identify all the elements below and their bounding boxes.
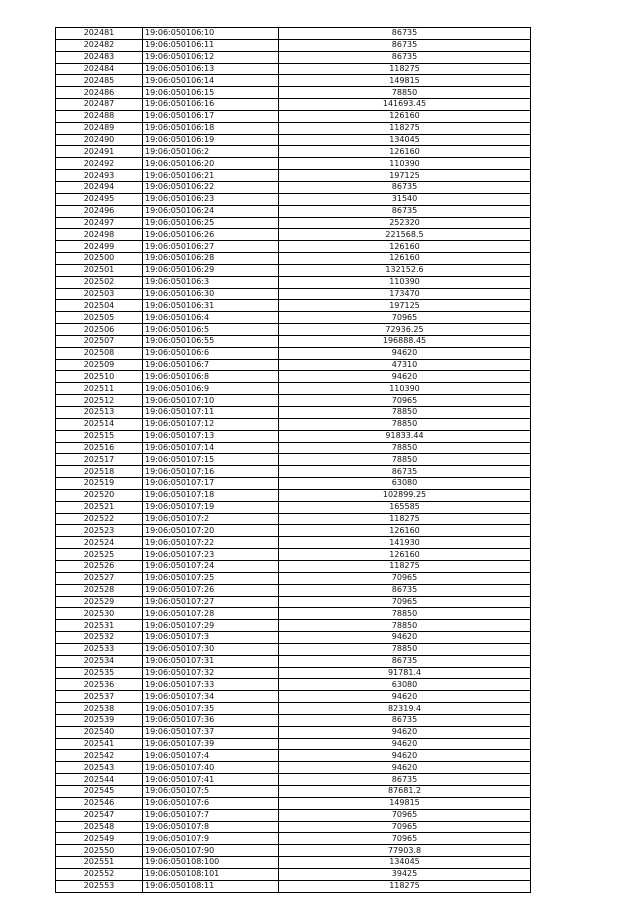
table-row — [56, 28, 531, 40]
amount-cell: 78850 — [279, 407, 531, 419]
amount-cell: 86735 — [279, 655, 531, 667]
record-id-cell: 202524 — [56, 537, 143, 549]
record-id-cell: 202497 — [56, 217, 143, 229]
parcel-code-cell: 19:06:050107:25 — [143, 572, 279, 584]
amount-cell: 78850 — [279, 620, 531, 632]
amount-cell: 86735 — [279, 39, 531, 51]
record-id-cell: 202514 — [56, 418, 143, 430]
record-id-cell: 202526 — [56, 560, 143, 572]
amount-cell: 252320 — [279, 217, 531, 229]
table-row — [56, 738, 531, 750]
record-id-cell: 202551 — [56, 857, 143, 869]
parcel-code-cell: 19:06:050106:10 — [143, 28, 279, 40]
parcel-code-cell: 19:06:050108:100 — [143, 857, 279, 869]
parcel-code-cell: 19:06:050107:24 — [143, 560, 279, 572]
parcel-code-cell: 19:06:050107:37 — [143, 726, 279, 738]
table-row — [56, 170, 531, 182]
table-row — [56, 288, 531, 300]
amount-cell: 72936.25 — [279, 324, 531, 336]
record-id-cell: 202523 — [56, 525, 143, 537]
amount-cell: 31540 — [279, 193, 531, 205]
amount-cell: 196888.45 — [279, 335, 531, 347]
table-row — [56, 276, 531, 288]
amount-cell: 63080 — [279, 478, 531, 490]
record-id-cell: 202539 — [56, 714, 143, 726]
parcel-code-cell: 19:06:050107:23 — [143, 549, 279, 561]
amount-cell: 94620 — [279, 762, 531, 774]
table-row — [56, 158, 531, 170]
table-row — [56, 857, 531, 869]
parcel-code-cell: 19:06:050107:90 — [143, 845, 279, 857]
record-id-cell: 202545 — [56, 786, 143, 798]
amount-cell: 94620 — [279, 691, 531, 703]
table-row — [56, 324, 531, 336]
amount-cell: 173470 — [279, 288, 531, 300]
table-row — [56, 620, 531, 632]
parcel-code-cell: 19:06:050107:32 — [143, 667, 279, 679]
parcel-code-cell: 19:06:050107:14 — [143, 442, 279, 454]
amount-cell: 70965 — [279, 833, 531, 845]
amount-cell: 70965 — [279, 312, 531, 324]
amount-cell: 126160 — [279, 253, 531, 265]
record-id-cell: 202496 — [56, 205, 143, 217]
parcel-code-cell: 19:06:050106:13 — [143, 63, 279, 75]
table-row — [56, 845, 531, 857]
parcel-code-cell: 19:06:050107:17 — [143, 478, 279, 490]
amount-cell: 126160 — [279, 241, 531, 253]
table-row — [56, 371, 531, 383]
amount-cell: 86735 — [279, 205, 531, 217]
record-id-cell: 202502 — [56, 276, 143, 288]
amount-cell: 86735 — [279, 774, 531, 786]
parcel-code-cell: 19:06:050107:36 — [143, 714, 279, 726]
amount-cell: 126160 — [279, 110, 531, 122]
parcel-code-cell: 19:06:050106:25 — [143, 217, 279, 229]
amount-cell: 91833.44 — [279, 430, 531, 442]
table-row — [56, 359, 531, 371]
record-id-cell: 202544 — [56, 774, 143, 786]
parcel-code-cell: 19:06:050107:41 — [143, 774, 279, 786]
parcel-code-cell: 19:06:050106:5 — [143, 324, 279, 336]
table-row — [56, 430, 531, 442]
amount-cell: 134045 — [279, 134, 531, 146]
amount-cell: 110390 — [279, 276, 531, 288]
parcel-code-cell: 19:06:050107:7 — [143, 809, 279, 821]
record-id-cell: 202510 — [56, 371, 143, 383]
table-row — [56, 608, 531, 620]
amount-cell: 78850 — [279, 608, 531, 620]
table-row — [56, 632, 531, 644]
amount-cell: 78850 — [279, 87, 531, 99]
record-id-cell: 202509 — [56, 359, 143, 371]
record-id-cell: 202519 — [56, 478, 143, 490]
amount-cell: 118275 — [279, 513, 531, 525]
parcel-code-cell: 19:06:050107:11 — [143, 407, 279, 419]
table-row — [56, 501, 531, 513]
amount-cell: 126160 — [279, 525, 531, 537]
parcel-code-cell: 19:06:050106:16 — [143, 99, 279, 111]
table-row — [56, 253, 531, 265]
amount-cell: 141930 — [279, 537, 531, 549]
amount-cell: 126160 — [279, 549, 531, 561]
parcel-code-cell: 19:06:050106:55 — [143, 335, 279, 347]
parcel-code-cell: 19:06:050107:40 — [143, 762, 279, 774]
amount-cell: 78850 — [279, 643, 531, 655]
amount-cell: 221568.5 — [279, 229, 531, 241]
parcel-code-cell: 19:06:050108:11 — [143, 880, 279, 892]
record-id-cell: 202488 — [56, 110, 143, 122]
record-id-cell: 202541 — [56, 738, 143, 750]
parcel-code-cell: 19:06:050107:35 — [143, 703, 279, 715]
amount-cell: 102899.25 — [279, 489, 531, 501]
table-row — [56, 714, 531, 726]
parcel-code-cell: 19:06:050107:18 — [143, 489, 279, 501]
table-row — [56, 63, 531, 75]
table-row — [56, 821, 531, 833]
table-row — [56, 134, 531, 146]
amount-cell: 86735 — [279, 584, 531, 596]
table-row — [56, 87, 531, 99]
amount-cell: 86735 — [279, 714, 531, 726]
parcel-code-cell: 19:06:050108:101 — [143, 868, 279, 880]
amount-cell: 86735 — [279, 28, 531, 40]
parcel-code-cell: 19:06:050107:28 — [143, 608, 279, 620]
amount-cell: 197125 — [279, 300, 531, 312]
record-id-cell: 202549 — [56, 833, 143, 845]
record-id-cell: 202540 — [56, 726, 143, 738]
parcel-code-cell: 19:06:050106:14 — [143, 75, 279, 87]
parcel-code-cell: 19:06:050106:26 — [143, 229, 279, 241]
amount-cell: 94620 — [279, 750, 531, 762]
amount-cell: 78850 — [279, 454, 531, 466]
table-row — [56, 312, 531, 324]
record-id-cell: 202507 — [56, 335, 143, 347]
parcel-code-cell: 19:06:050107:30 — [143, 643, 279, 655]
table-row — [56, 146, 531, 158]
table-row — [56, 750, 531, 762]
record-id-cell: 202527 — [56, 572, 143, 584]
parcel-code-cell: 19:06:050106:27 — [143, 241, 279, 253]
parcel-code-cell: 19:06:050107:13 — [143, 430, 279, 442]
parcel-code-cell: 19:06:050107:15 — [143, 454, 279, 466]
table-row — [56, 774, 531, 786]
amount-cell: 86735 — [279, 466, 531, 478]
parcel-code-cell: 19:06:050106:9 — [143, 383, 279, 395]
record-id-cell: 202548 — [56, 821, 143, 833]
record-id-cell: 202517 — [56, 454, 143, 466]
record-id-cell: 202531 — [56, 620, 143, 632]
record-id-cell: 202547 — [56, 809, 143, 821]
table-row — [56, 51, 531, 63]
data-table — [55, 27, 531, 893]
record-id-cell: 202492 — [56, 158, 143, 170]
record-id-cell: 202486 — [56, 87, 143, 99]
table-row — [56, 596, 531, 608]
amount-cell: 94620 — [279, 632, 531, 644]
record-id-cell: 202489 — [56, 122, 143, 134]
amount-cell: 94620 — [279, 371, 531, 383]
table-row — [56, 679, 531, 691]
record-id-cell: 202484 — [56, 63, 143, 75]
table-row — [56, 868, 531, 880]
table-row — [56, 181, 531, 193]
record-id-cell: 202520 — [56, 489, 143, 501]
parcel-code-cell: 19:06:050106:23 — [143, 193, 279, 205]
record-id-cell: 202501 — [56, 264, 143, 276]
table-row — [56, 489, 531, 501]
parcel-code-cell: 19:06:050106:21 — [143, 170, 279, 182]
record-id-cell: 202537 — [56, 691, 143, 703]
amount-cell: 165585 — [279, 501, 531, 513]
amount-cell: 86735 — [279, 181, 531, 193]
record-id-cell: 202511 — [56, 383, 143, 395]
parcel-code-cell: 19:06:050106:29 — [143, 264, 279, 276]
table-row — [56, 584, 531, 596]
record-id-cell: 202522 — [56, 513, 143, 525]
amount-cell: 126160 — [279, 146, 531, 158]
table-row — [56, 110, 531, 122]
parcel-code-cell: 19:06:050107:6 — [143, 797, 279, 809]
table-row — [56, 880, 531, 892]
parcel-code-cell: 19:06:050107:5 — [143, 786, 279, 798]
amount-cell: 118275 — [279, 560, 531, 572]
amount-cell: 118275 — [279, 63, 531, 75]
table-row — [56, 39, 531, 51]
table-row — [56, 797, 531, 809]
parcel-code-cell: 19:06:050107:20 — [143, 525, 279, 537]
table-row — [56, 537, 531, 549]
parcel-code-cell: 19:06:050106:7 — [143, 359, 279, 371]
table-row — [56, 442, 531, 454]
table-row — [56, 703, 531, 715]
table-row — [56, 549, 531, 561]
table-row — [56, 833, 531, 845]
amount-cell: 149815 — [279, 797, 531, 809]
amount-cell: 39425 — [279, 868, 531, 880]
record-id-cell: 202532 — [56, 632, 143, 644]
parcel-code-cell: 19:06:050106:28 — [143, 253, 279, 265]
parcel-code-cell: 19:06:050107:8 — [143, 821, 279, 833]
amount-cell: 70965 — [279, 572, 531, 584]
amount-cell: 70965 — [279, 395, 531, 407]
amount-cell: 110390 — [279, 158, 531, 170]
parcel-code-cell: 19:06:050107:3 — [143, 632, 279, 644]
parcel-code-cell: 19:06:050107:19 — [143, 501, 279, 513]
parcel-code-cell: 19:06:050107:9 — [143, 833, 279, 845]
record-id-cell: 202533 — [56, 643, 143, 655]
parcel-code-cell: 19:06:050107:27 — [143, 596, 279, 608]
table-row — [56, 229, 531, 241]
parcel-code-cell: 19:06:050106:15 — [143, 87, 279, 99]
record-id-cell: 202493 — [56, 170, 143, 182]
parcel-code-cell: 19:06:050107:31 — [143, 655, 279, 667]
record-id-cell: 202490 — [56, 134, 143, 146]
record-id-cell: 202521 — [56, 501, 143, 513]
parcel-code-cell: 19:06:050107:33 — [143, 679, 279, 691]
table-row — [56, 335, 531, 347]
record-id-cell: 202494 — [56, 181, 143, 193]
record-id-cell: 202550 — [56, 845, 143, 857]
amount-cell: 87681.2 — [279, 786, 531, 798]
record-id-cell: 202506 — [56, 324, 143, 336]
table-row — [56, 478, 531, 490]
record-id-cell: 202525 — [56, 549, 143, 561]
record-id-cell: 202503 — [56, 288, 143, 300]
record-id-cell: 202534 — [56, 655, 143, 667]
table-row — [56, 217, 531, 229]
table-row — [56, 572, 531, 584]
parcel-code-cell: 19:06:050106:18 — [143, 122, 279, 134]
parcel-code-cell: 19:06:050106:19 — [143, 134, 279, 146]
parcel-code-cell: 19:06:050107:39 — [143, 738, 279, 750]
amount-cell: 94620 — [279, 347, 531, 359]
record-id-cell: 202499 — [56, 241, 143, 253]
record-id-cell: 202552 — [56, 868, 143, 880]
table-row — [56, 205, 531, 217]
table-row — [56, 667, 531, 679]
amount-cell: 86735 — [279, 51, 531, 63]
amount-cell: 78850 — [279, 418, 531, 430]
amount-cell: 63080 — [279, 679, 531, 691]
record-id-cell: 202513 — [56, 407, 143, 419]
parcel-code-cell: 19:06:050107:4 — [143, 750, 279, 762]
parcel-code-cell: 19:06:050106:31 — [143, 300, 279, 312]
table-row — [56, 418, 531, 430]
table-row — [56, 655, 531, 667]
table-row — [56, 525, 531, 537]
table-row — [56, 513, 531, 525]
parcel-code-cell: 19:06:050106:2 — [143, 146, 279, 158]
parcel-code-cell: 19:06:050106:11 — [143, 39, 279, 51]
table-row — [56, 383, 531, 395]
record-id-cell: 202495 — [56, 193, 143, 205]
record-id-cell: 202553 — [56, 880, 143, 892]
amount-cell: 94620 — [279, 738, 531, 750]
record-id-cell: 202516 — [56, 442, 143, 454]
parcel-code-cell: 19:06:050107:34 — [143, 691, 279, 703]
parcel-code-cell: 19:06:050106:22 — [143, 181, 279, 193]
parcel-code-cell: 19:06:050107:16 — [143, 466, 279, 478]
table-row — [56, 300, 531, 312]
amount-cell: 77903.8 — [279, 845, 531, 857]
record-id-cell: 202498 — [56, 229, 143, 241]
record-id-cell: 202546 — [56, 797, 143, 809]
amount-cell: 70965 — [279, 809, 531, 821]
record-id-cell: 202528 — [56, 584, 143, 596]
parcel-code-cell: 19:06:050106:6 — [143, 347, 279, 359]
record-id-cell: 202535 — [56, 667, 143, 679]
amount-cell: 118275 — [279, 880, 531, 892]
record-id-cell: 202538 — [56, 703, 143, 715]
table-row — [56, 75, 531, 87]
table-row — [56, 407, 531, 419]
record-id-cell: 202512 — [56, 395, 143, 407]
parcel-code-cell: 19:06:050106:30 — [143, 288, 279, 300]
amount-cell: 82319.4 — [279, 703, 531, 715]
record-id-cell: 202518 — [56, 466, 143, 478]
record-id-cell: 202505 — [56, 312, 143, 324]
parcel-code-cell: 19:06:050107:29 — [143, 620, 279, 632]
parcel-code-cell: 19:06:050106:3 — [143, 276, 279, 288]
parcel-code-cell: 19:06:050106:17 — [143, 110, 279, 122]
table-row — [56, 762, 531, 774]
table-row — [56, 122, 531, 134]
table-row — [56, 643, 531, 655]
parcel-code-cell: 19:06:050106:12 — [143, 51, 279, 63]
amount-cell: 141693.45 — [279, 99, 531, 111]
table-row — [56, 454, 531, 466]
amount-cell: 197125 — [279, 170, 531, 182]
amount-cell: 70965 — [279, 821, 531, 833]
record-id-cell: 202487 — [56, 99, 143, 111]
parcel-code-cell: 19:06:050107:2 — [143, 513, 279, 525]
table-row — [56, 193, 531, 205]
parcel-code-cell: 19:06:050106:8 — [143, 371, 279, 383]
table-row — [56, 560, 531, 572]
parcel-code-cell: 19:06:050107:26 — [143, 584, 279, 596]
record-id-cell: 202481 — [56, 28, 143, 40]
table-row — [56, 809, 531, 821]
table-row — [56, 691, 531, 703]
amount-cell: 118275 — [279, 122, 531, 134]
amount-cell: 78850 — [279, 442, 531, 454]
table-body — [56, 28, 531, 893]
table-row — [56, 99, 531, 111]
record-id-cell: 202483 — [56, 51, 143, 63]
record-id-cell: 202508 — [56, 347, 143, 359]
record-id-cell: 202542 — [56, 750, 143, 762]
parcel-code-cell: 19:06:050106:4 — [143, 312, 279, 324]
record-id-cell: 202491 — [56, 146, 143, 158]
parcel-code-cell: 19:06:050107:10 — [143, 395, 279, 407]
record-id-cell: 202500 — [56, 253, 143, 265]
table-row — [56, 241, 531, 253]
parcel-code-cell: 19:06:050107:12 — [143, 418, 279, 430]
record-id-cell: 202485 — [56, 75, 143, 87]
amount-cell: 132152.6 — [279, 264, 531, 276]
amount-cell: 149815 — [279, 75, 531, 87]
table-row — [56, 466, 531, 478]
table-row — [56, 264, 531, 276]
parcel-code-cell: 19:06:050107:22 — [143, 537, 279, 549]
table-row — [56, 726, 531, 738]
record-id-cell: 202536 — [56, 679, 143, 691]
record-id-cell: 202530 — [56, 608, 143, 620]
record-id-cell: 202543 — [56, 762, 143, 774]
amount-cell: 134045 — [279, 857, 531, 869]
record-id-cell: 202529 — [56, 596, 143, 608]
amount-cell: 110390 — [279, 383, 531, 395]
table-row — [56, 347, 531, 359]
record-id-cell: 202504 — [56, 300, 143, 312]
record-id-cell: 202515 — [56, 430, 143, 442]
parcel-code-cell: 19:06:050106:24 — [143, 205, 279, 217]
table-row — [56, 395, 531, 407]
table-row — [56, 786, 531, 798]
amount-cell: 47310 — [279, 359, 531, 371]
parcel-code-cell: 19:06:050106:20 — [143, 158, 279, 170]
amount-cell: 94620 — [279, 726, 531, 738]
amount-cell: 70965 — [279, 596, 531, 608]
record-id-cell: 202482 — [56, 39, 143, 51]
amount-cell: 91781.4 — [279, 667, 531, 679]
